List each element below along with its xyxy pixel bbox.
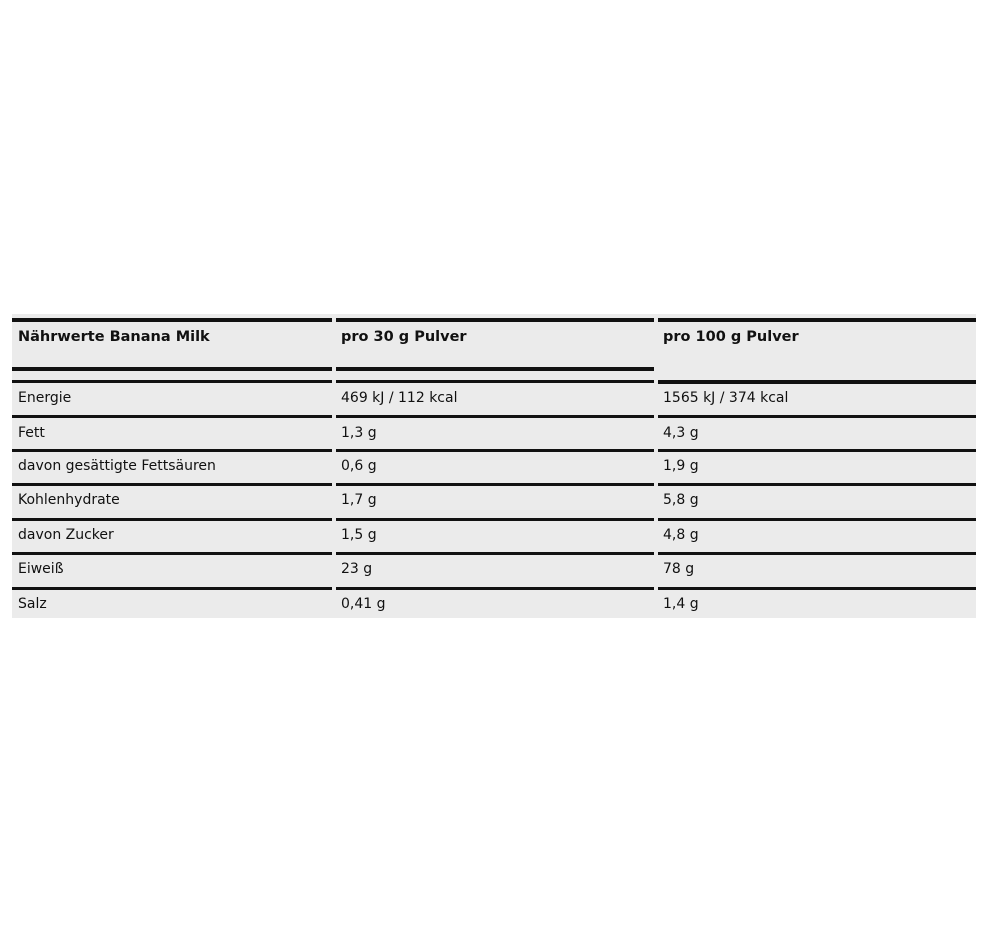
row-fett-label: Fett xyxy=(18,425,45,441)
nutrition-table xyxy=(12,314,976,618)
row-rule xyxy=(658,483,976,486)
header-nutrient: Nährwerte Banana Milk xyxy=(18,329,210,345)
row-rule xyxy=(658,552,976,555)
row-zucker-label: davon Zucker xyxy=(18,527,114,543)
row-gesaettigte-per30: 0,6 g xyxy=(341,458,377,474)
row-salz-per100: 1,4 g xyxy=(663,596,699,612)
row-kohlenhydrate-label: Kohlenhydrate xyxy=(18,492,120,508)
row-rule xyxy=(336,483,654,486)
row-salz-label: Salz xyxy=(18,596,47,612)
row-kohlenhydrate-per100: 5,8 g xyxy=(663,492,699,508)
row-rule xyxy=(336,380,654,383)
row-rule xyxy=(12,449,332,452)
row-salz-per30: 0,41 g xyxy=(341,596,386,612)
row-energie-per30: 469 kJ / 112 kcal xyxy=(341,390,458,406)
row-rule xyxy=(12,518,332,521)
row-rule xyxy=(658,587,976,590)
row-zucker-per100: 4,8 g xyxy=(663,527,699,543)
header-bottom-rule xyxy=(12,367,332,371)
row-eiweiss-label: Eiweiß xyxy=(18,561,64,577)
column-per-30g xyxy=(336,314,654,618)
column-per-100g xyxy=(658,314,976,618)
row-fett-per30: 1,3 g xyxy=(341,425,377,441)
row-rule xyxy=(658,518,976,521)
header-top-rule xyxy=(658,318,976,322)
row-eiweiss-per100: 78 g xyxy=(663,561,695,577)
row-eiweiss-per30: 23 g xyxy=(341,561,373,577)
row-rule xyxy=(658,415,976,418)
row-rule xyxy=(336,587,654,590)
header-bottom-rule xyxy=(658,380,976,384)
row-rule xyxy=(12,380,332,383)
row-rule xyxy=(336,518,654,521)
row-rule xyxy=(336,449,654,452)
row-kohlenhydrate-per30: 1,7 g xyxy=(341,492,377,508)
row-gesaettigte-label: davon gesättigte Fettsäuren xyxy=(18,458,216,474)
column-nutrient xyxy=(12,314,332,618)
row-rule xyxy=(12,552,332,555)
header-per-30g: pro 30 g Pulver xyxy=(341,329,467,345)
row-gesaettigte-per100: 1,9 g xyxy=(663,458,699,474)
header-top-rule xyxy=(12,318,332,322)
row-rule xyxy=(12,587,332,590)
row-rule xyxy=(336,415,654,418)
row-zucker-per30: 1,5 g xyxy=(341,527,377,543)
row-rule xyxy=(12,415,332,418)
row-fett-per100: 4,3 g xyxy=(663,425,699,441)
row-energie-per100: 1565 kJ / 374 kcal xyxy=(663,390,789,406)
row-rule xyxy=(336,552,654,555)
header-per-100g: pro 100 g Pulver xyxy=(663,329,799,345)
row-energie-label: Energie xyxy=(18,390,72,406)
header-bottom-rule xyxy=(336,367,654,371)
row-rule xyxy=(658,449,976,452)
header-top-rule xyxy=(336,318,654,322)
row-rule xyxy=(12,483,332,486)
